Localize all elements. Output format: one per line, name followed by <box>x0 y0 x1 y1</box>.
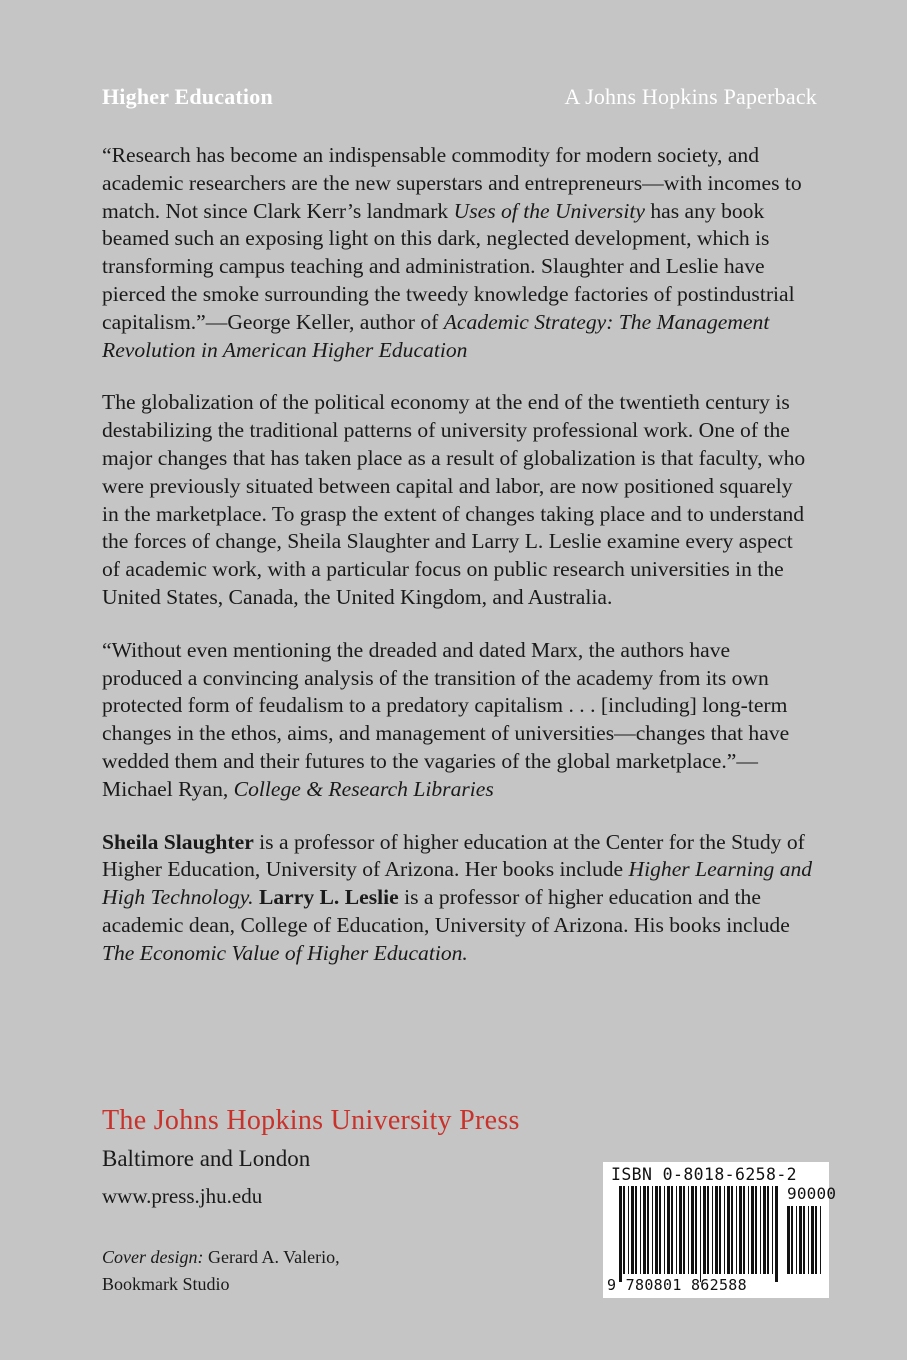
barcode-bar <box>647 1186 649 1274</box>
cover-header <box>102 84 817 110</box>
barcode-bar <box>655 1186 658 1274</box>
credit-studio: Bookmark Studio <box>102 1274 230 1294</box>
barcode-bar <box>700 1186 701 1282</box>
barcode-bar <box>628 1186 629 1274</box>
barcode-bar <box>815 1206 817 1274</box>
barcode-bar <box>755 1186 757 1274</box>
barcode-bar <box>688 1186 689 1274</box>
barcode-bar <box>811 1206 814 1274</box>
barcode-bar <box>796 1206 797 1274</box>
barcode-bar <box>751 1186 754 1274</box>
barcode-bar <box>772 1186 773 1274</box>
barcode-bar <box>775 1186 778 1282</box>
barcode-bar <box>767 1186 769 1274</box>
barcode-bar <box>808 1206 809 1274</box>
barcode-bar <box>652 1186 653 1274</box>
price-addon: 90000 <box>787 1184 837 1203</box>
barcode-bar <box>631 1186 634 1274</box>
author2-book: The Economic Value of Higher Education. <box>102 940 468 965</box>
review-quote-ryan: “Without even mentioning the dreaded and dated Marx, the authors have produced a convincing analysis of the transition of the academy from its own protected form of feudalism to a predatory capitalism . . . [including] long-term changes in the ethos, aims, and management of universities—changes that have wedded them and their futures to the vagaries of the global marketplace.”—Michael Ryan, College & Research Libraries <box>102 637 790 801</box>
barcode-bar <box>664 1186 665 1274</box>
author2-name: Larry L. Leslie <box>258 885 399 910</box>
barcode-bar <box>707 1186 709 1274</box>
author-bios: Sheila Slaughter is a professor of higher education at the Center for the Study of Higher Education, University of Arizona. Her books include Higher Learning and High Technology. Larry L. Leslie is a professor of higher education and the academic dean, College of Education, University of Arizona. His books include The Economic Value of Higher Education. <box>102 829 813 965</box>
book-description: The globalization of the political economy at the end of the twentieth century is destabilizing the traditional patterns of university professional work. One of the major changes that has taken place as a result of globalization is that faculty, who were previously situated between capital and labor, are now positioned squarely in the marketplace. To grasp the extent of changes taking place and to understand the forces of change, Sheila Slaughter and Larry L. Leslie examine every aspect of academic work, with a particular focus on public research universities in the United States, Canada, the United Kingdom, and Australia. <box>102 390 806 609</box>
barcode-bar <box>719 1186 721 1274</box>
barcode-bar <box>659 1186 661 1274</box>
barcode-bar <box>671 1186 673 1274</box>
publisher-url: www.press.jhu.edu <box>102 1184 263 1208</box>
barcode-bar <box>803 1206 805 1274</box>
barcode-bar <box>623 1186 625 1274</box>
barcode-bar <box>748 1186 749 1274</box>
barcode-bar <box>799 1206 802 1274</box>
barcode-bar <box>695 1186 697 1274</box>
barcode-bar <box>679 1186 682 1274</box>
author1-name: Sheila Slaughter <box>102 829 254 854</box>
barcode-bar <box>703 1186 706 1274</box>
cover-body <box>102 142 814 968</box>
credit-designer: Gerard A. Valerio, <box>203 1247 340 1267</box>
isbn-number: ISBN 0-8018-6258-2 <box>611 1165 798 1184</box>
barcode-bar <box>763 1186 766 1274</box>
barcode-bar <box>667 1186 670 1274</box>
publisher-name: The Johns Hopkins University Press <box>102 1105 520 1136</box>
barcode-bar <box>791 1206 793 1274</box>
cover-credit <box>102 1244 340 1298</box>
barcode-bar <box>736 1186 737 1274</box>
series-label: Higher Education <box>102 84 273 109</box>
barcode-bar <box>731 1186 733 1274</box>
author1-book: Higher Learning and High Technology. <box>102 857 813 910</box>
barcode-bar <box>743 1186 745 1274</box>
barcode-bar <box>820 1206 821 1274</box>
imprint-label: A Johns Hopkins Paperback <box>564 84 817 109</box>
barcode-bar <box>691 1186 694 1274</box>
book-title-uses: Uses of the University <box>453 198 645 223</box>
review-quote-keller: “Research has become an indispensable commodity for modern society, and academic researchers are the new superstars and entrepreneurs—with incomes to match. Not since Clark Kerr’s landmark Uses of the University has any book beamed such an exposing light on this dark, neglected development, which is transforming campus teaching and administration. Slaughter and Leslie have pierced the smoke surrounding the tweedy knowledge factories of postindustrial capitalism.”—George Keller, author of Academic Strategy: The Management Revolution in American Higher Education <box>102 143 802 362</box>
ean-digits: 9 780801 862588 <box>607 1276 747 1294</box>
publisher-city: Baltimore and London <box>102 1146 311 1171</box>
barcode-bar <box>727 1186 730 1274</box>
barcode-bar <box>787 1206 790 1274</box>
barcode-bar <box>640 1186 641 1274</box>
credit-label: Cover design: <box>102 1247 204 1267</box>
source-academic-strategy: Academic Strategy: The Management Revolution in American Higher Education <box>102 309 770 362</box>
barcode-bar <box>712 1186 713 1274</box>
source-college-research-libraries: College & Research Libraries <box>233 776 494 801</box>
barcode-bar <box>635 1186 637 1274</box>
barcode-bar <box>683 1186 685 1274</box>
barcode-bar <box>643 1186 646 1274</box>
barcode-bar <box>739 1186 742 1274</box>
barcode-bar <box>760 1186 761 1274</box>
barcode-bar <box>715 1186 718 1274</box>
isbn-barcode <box>603 1162 837 1298</box>
barcode-bar <box>619 1186 622 1282</box>
barcode-bar <box>676 1186 677 1274</box>
barcode-bar <box>724 1186 725 1274</box>
